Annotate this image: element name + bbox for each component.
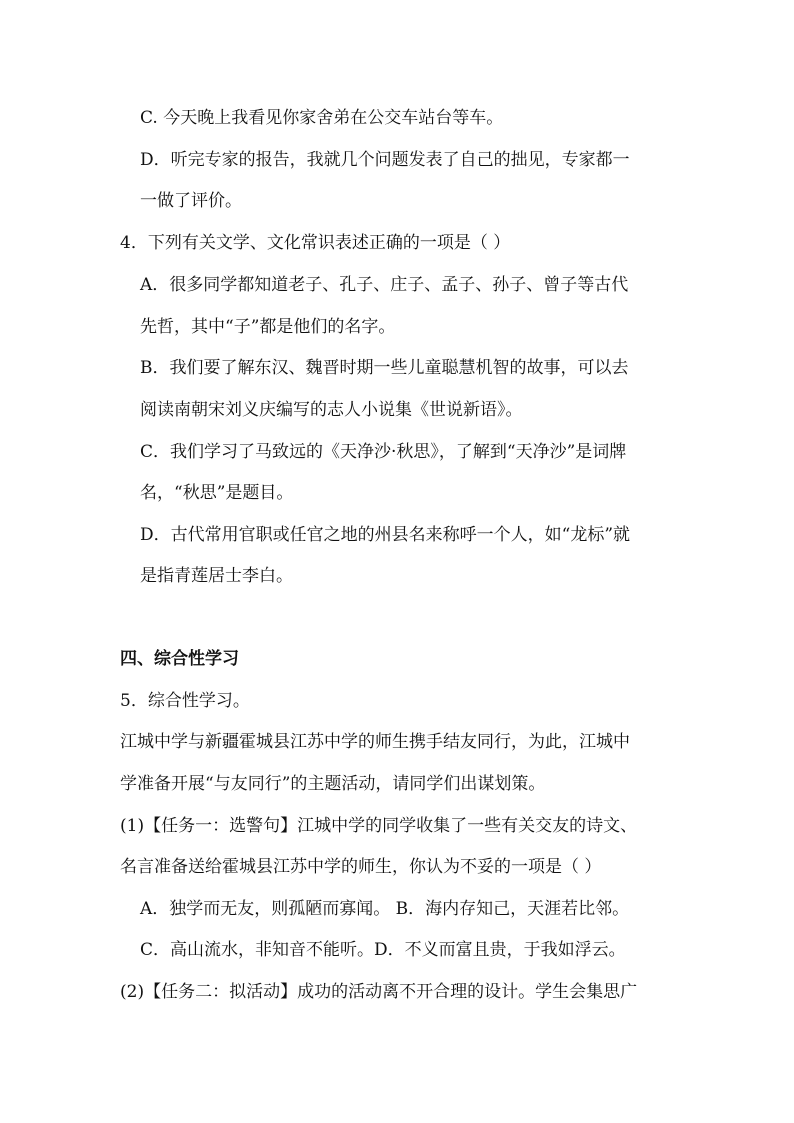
q4-option-d-continued: 是指青莲居士李白。 [140,566,293,586]
question-5: 5．综合性学习。 [120,691,250,711]
q5-intro-line-1: 江城中学与新疆霍城县江苏中学的师生携手结友同行，为此，江城中 [120,732,630,752]
task-1-options-ab: A．独学而无友，则孤陋而寡闻。 B．海内存知己，天涯若比邻。 [140,899,630,919]
q4-option-a: A．很多同学都知道老子、孔子、庄子、孟子、孙子、曾子等古代 [140,275,629,295]
option-d-line-continued: 一做了评价。 [140,191,242,211]
option-d-line: D．听完专家的报告，我就几个问题发表了自己的拙见，专家都一 [140,150,630,170]
task-1-line-1: (1)【任务一：选警句】江城中学的同学收集了一些有关交友的诗文、 [120,816,638,836]
task-1-options-cd: C．高山流水，非知音不能听。D．不义而富且贵，于我如浮云。 [140,940,626,960]
task-2-line-1: (2)【任务二：拟活动】成功的活动离不开合理的设计。学生会集思广 [120,982,638,1002]
task-1-line-2: 名言准备送给霍城县江苏中学的师生，你认为不妥的一项是（ ） [120,857,602,877]
q4-option-d: D．古代常用官职或任官之地的州县名来称呼一个人，如“龙标”就 [140,525,631,545]
q4-option-b-continued: 阅读南朝宋刘义庆编写的志人小说集《世说新语》。 [140,400,523,420]
option-c-line: C. 今天晚上我看见你家舍弟在公交车站台等车。 [140,108,504,128]
question-4: 4．下列有关文学、文化常识表述正确的一项是（ ） [120,233,511,253]
q4-option-b: B．我们要了解东汉、魏晋时期一些儿童聪慧机智的故事，可以去 [140,358,629,378]
q4-option-a-continued: 先哲，其中“子”都是他们的名字。 [140,317,396,337]
q4-option-c-continued: 名，“秋思”是题目。 [140,483,294,503]
q4-option-c: C．我们学习了马致远的《天净沙·秋思》，了解到“天净沙”是词牌 [140,442,627,462]
section-heading: 四、综合性学习 [120,649,239,669]
q5-intro-line-2: 学准备开展“与友同行”的主题活动，请同学们出谋划策。 [120,774,546,794]
